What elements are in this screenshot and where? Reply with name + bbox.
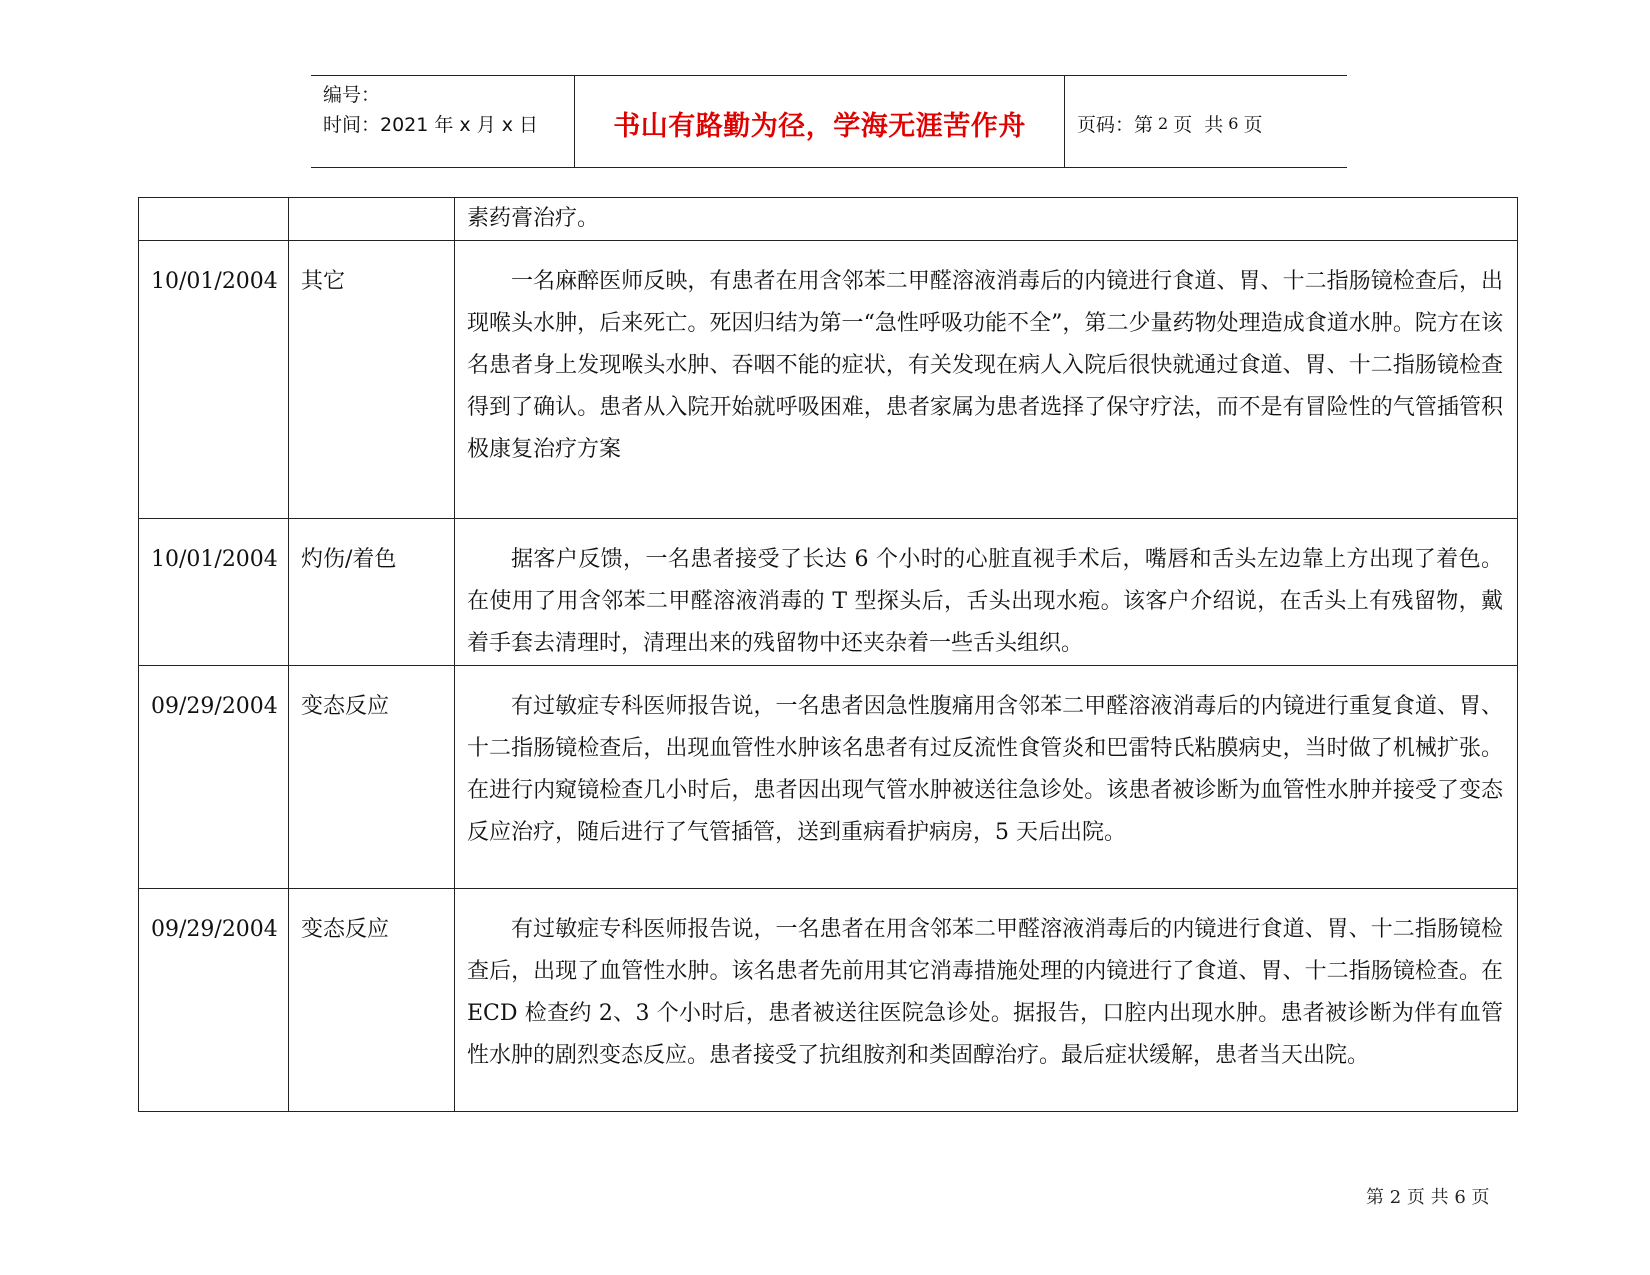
description-text: 据客户反馈，一名患者接受了长达 6 个小时的心脏直视手术后，嘴唇和舌头左边靠上方出现了着色。在使用了用含邻苯二甲醛溶液消毒的 T 型探头后，舌头出现水疱。该客户介绍说，在舌头上有残留物，戴着手套去清理时，清理出来的残留物中还夹杂着一些舌头组织。 <box>467 547 1503 656</box>
description-text: 有过敏症专科医师报告说，一名患者在用含邻苯二甲醛溶液消毒后的内镜进行食道、胃、十二指肠镜检查后，出现了血管性水肿。该名患者先前用其它消毒措施处理的内镜进行了食道、胃、十二指肠镜检查。在 ECD 检查约 2、3 个小时后，患者被送往医院急诊处。据报告，口腔内出现水肿。患者被诊断为伴有血管性水肿的剧烈变态反应。患者接受了抗组胺剂和类固醇治疗。最后症状缓解，患者当天出院。 <box>467 917 1503 1068</box>
header-motto: 书山有路勤为径，学海无涯苦作舟 <box>613 111 1026 142</box>
description-cell <box>455 666 1518 889</box>
description-cell <box>455 889 1518 1112</box>
table-row <box>139 889 1518 1112</box>
description-cell <box>455 241 1518 519</box>
description-cell <box>455 198 1518 241</box>
type-cell: 其它 <box>289 241 455 519</box>
page-mid: 页 共 <box>1173 114 1224 136</box>
description-text: 有过敏症专科医师报告说，一名患者因急性腹痛用含邻苯二甲醛溶液消毒后的内镜进行重复食道、胃、十二指肠镜检查后，出现血管性水肿该名患者有过反流性食管炎和巴雷特氏粘膜病史，当时做了机械扩张。在进行内窥镜检查几小时后，患者因出现气管水肿被送往急诊处。该患者被诊断为血管性水肿并接受了变态反应治疗，随后进行了气管插管，送到重病看护病房，5 天后出院。 <box>467 694 1503 845</box>
date-cell: 10/01/2004 <box>139 519 289 666</box>
page-footer: 第 2 页 共 6 页 <box>1366 1187 1490 1208</box>
table-row <box>139 241 1518 519</box>
type-cell: 灼伤/着色 <box>289 519 455 666</box>
page-prefix: 页码：第 <box>1077 114 1154 136</box>
document-date: 时间：2021 年 x 月 x 日 <box>323 114 539 136</box>
type-cell: 变态反应 <box>289 889 455 1112</box>
header-page-info <box>1065 76 1347 167</box>
page-suffix: 页 <box>1243 114 1263 136</box>
date-cell: 10/01/2004 <box>139 241 289 519</box>
page-header <box>311 75 1347 168</box>
type-cell: 变态反应 <box>289 666 455 889</box>
page-current: 2 <box>1158 114 1169 133</box>
table-row <box>139 198 1518 241</box>
description-text: 一名麻醉医师反映，有患者在用含邻苯二甲醛溶液消毒后的内镜进行食道、胃、十二指肠镜检查后，出现喉头水肿，后来死亡。死因归结为第一“急性呼吸功能不全”，第二少量药物处理造成食道水肿。院方在该名患者身上发现喉头水肿、吞咽不能的症状，有关发现在病人入院后很快就通过食道、胃、十二指肠镜检查得到了确认。患者从入院开始就呼吸困难，患者家属为患者选择了保守疗法，而不是有冒险性的气管插管积极康复治疗方案 <box>467 269 1503 462</box>
description-text: 素药膏治疗。 <box>467 206 600 231</box>
document-number-label: 编号： <box>323 84 381 106</box>
type-cell <box>289 198 455 241</box>
table-row <box>139 666 1518 889</box>
description-cell <box>455 519 1518 666</box>
table-row <box>139 519 1518 666</box>
date-cell: 09/29/2004 <box>139 889 289 1112</box>
date-cell: 09/29/2004 <box>139 666 289 889</box>
header-meta <box>311 76 575 167</box>
header-motto-cell <box>575 76 1065 167</box>
incident-table <box>138 197 1518 1112</box>
date-cell <box>139 198 289 241</box>
page-total: 6 <box>1228 114 1239 133</box>
